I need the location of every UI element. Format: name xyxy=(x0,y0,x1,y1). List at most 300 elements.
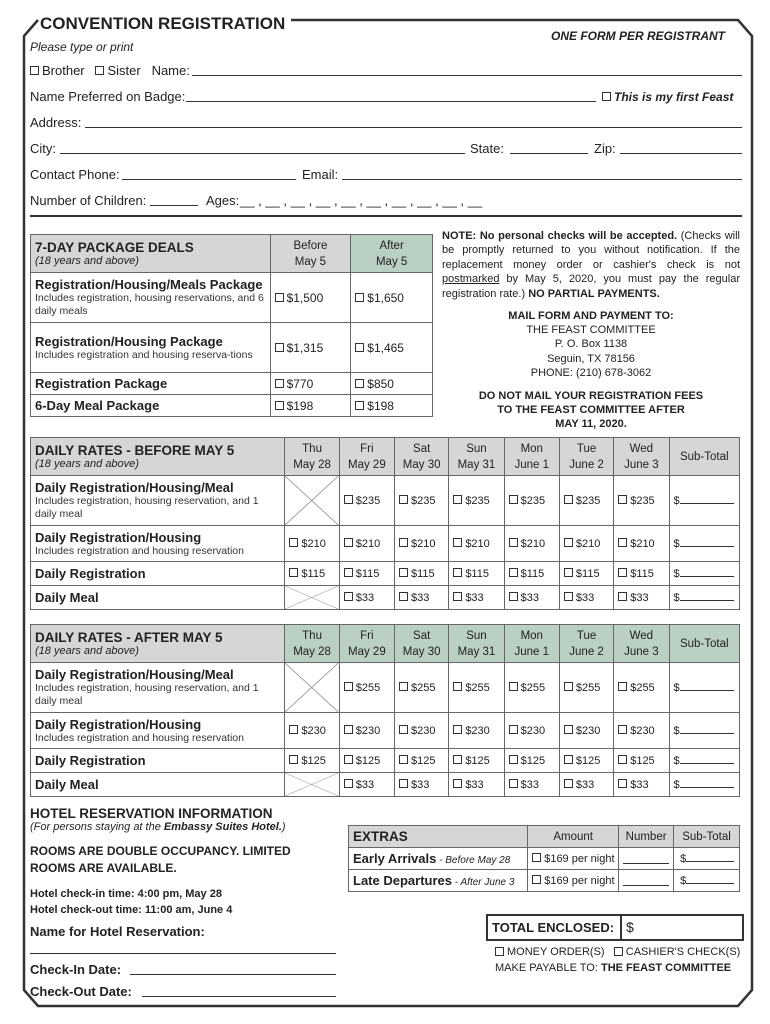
day-price: $33 xyxy=(520,591,539,604)
ages-label: Ages: xyxy=(206,193,240,208)
day-checkbox[interactable] xyxy=(289,725,298,734)
subtotal-field[interactable] xyxy=(680,690,734,691)
row-title: Registration/Housing/Meals Package xyxy=(35,277,263,292)
package-table xyxy=(30,234,433,417)
hotel-subtitle xyxy=(30,821,340,833)
total-dollar: $ xyxy=(626,919,634,935)
day-checkbox[interactable] xyxy=(564,725,573,734)
day-checkbox[interactable] xyxy=(453,592,462,601)
day-name: Wed xyxy=(629,442,654,455)
day-checkbox[interactable] xyxy=(399,682,408,691)
day-date: May 28 xyxy=(293,458,331,471)
day-date: May 29 xyxy=(348,458,386,471)
subtotal-field[interactable] xyxy=(680,787,734,788)
day-price: $33 xyxy=(465,778,484,791)
day-price: $210 xyxy=(301,537,326,550)
day-checkbox[interactable] xyxy=(453,538,462,547)
table-row xyxy=(31,373,433,395)
before-head-date: May 5 xyxy=(294,255,327,268)
ages-fields[interactable]: __ , __ , __ , __ , __ , __ , __ , __ , __ , __ xyxy=(240,193,483,208)
subtotal-field[interactable] xyxy=(686,861,734,862)
cashier-check-checkbox[interactable] xyxy=(614,947,623,956)
total-box xyxy=(486,914,744,941)
day-price: $230 xyxy=(355,724,381,737)
day-price: $230 xyxy=(465,724,490,737)
day-price: $210 xyxy=(630,537,655,550)
row-title: Daily Registration/Housing/Meal xyxy=(35,667,234,682)
day-date: June 3 xyxy=(624,458,659,471)
row-desc: Includes registration, housing reservation, and 1 daily meal xyxy=(35,682,259,707)
day-date: May 28 xyxy=(293,645,331,658)
day-name: Tue xyxy=(576,629,597,642)
subtotal-field[interactable] xyxy=(680,546,734,547)
brother-checkbox[interactable] xyxy=(30,66,39,75)
first-feast-option[interactable] xyxy=(602,90,733,104)
after-head-date: May 5 xyxy=(375,255,408,268)
row-title: Daily Registration xyxy=(35,566,146,581)
day-checkbox[interactable] xyxy=(618,755,627,764)
day-price: $125 xyxy=(630,754,655,767)
day-checkbox[interactable] xyxy=(289,538,298,547)
hotel-section xyxy=(30,806,340,939)
checkin-time: Hotel check-in time: 4:00 pm, May 28 xyxy=(30,888,222,900)
extras-number-head: Number xyxy=(619,826,674,848)
day-checkbox[interactable] xyxy=(618,538,627,547)
daily-rates-grid xyxy=(30,624,740,797)
day-checkbox[interactable] xyxy=(453,682,462,691)
day-checkbox[interactable] xyxy=(344,592,353,601)
dollar-sign: $ xyxy=(680,874,687,887)
day-date: June 2 xyxy=(569,645,604,658)
day-date: June 2 xyxy=(569,458,604,471)
money-order-label: MONEY ORDER(S) xyxy=(507,946,605,958)
price: $1,315 xyxy=(286,340,324,355)
day-price: $210 xyxy=(465,537,490,550)
day-checkbox[interactable] xyxy=(344,779,353,788)
unavailable-cell xyxy=(285,663,339,713)
day-price: $115 xyxy=(520,567,545,580)
day-price: $33 xyxy=(465,591,484,604)
day-date: May 31 xyxy=(457,645,496,658)
day-price: $115 xyxy=(411,567,435,580)
dollar-sign: $ xyxy=(673,591,680,604)
day-checkbox[interactable] xyxy=(289,568,298,577)
warning-line: MAY 11, 2020. xyxy=(555,418,627,430)
day-checkbox[interactable] xyxy=(564,568,573,577)
daily-rates-grid xyxy=(30,437,740,610)
subtotal-field[interactable] xyxy=(686,883,734,884)
day-checkbox[interactable] xyxy=(618,592,627,601)
mail-head: MAIL FORM AND PAYMENT TO: xyxy=(508,310,674,322)
day-checkbox[interactable] xyxy=(564,682,573,691)
table-row xyxy=(31,273,433,323)
row-title: Daily Registration xyxy=(35,753,146,768)
day-price: $125 xyxy=(355,754,381,767)
day-checkbox[interactable] xyxy=(453,495,462,504)
checkout-field[interactable] xyxy=(142,996,336,997)
day-price: $115 xyxy=(355,567,380,580)
price: $1,500 xyxy=(286,290,324,305)
day-price: $210 xyxy=(520,537,546,550)
price: $850 xyxy=(367,376,394,391)
hotel-sub-post: ) xyxy=(281,821,286,833)
day-checkbox[interactable] xyxy=(618,682,627,691)
extra-title: Early Arrivals xyxy=(353,850,437,866)
day-price: $33 xyxy=(575,778,595,791)
first-feast-checkbox[interactable] xyxy=(602,92,611,101)
money-order-checkbox[interactable] xyxy=(495,947,504,956)
daily-subtitle: (18 years and above) xyxy=(35,645,139,657)
day-checkbox[interactable] xyxy=(564,592,573,601)
row-desc: Includes registration, housing reservation, and 1 daily meal xyxy=(35,495,259,520)
instruction-text: Please type or print xyxy=(30,40,134,54)
extra-price: $169 per night xyxy=(544,874,615,887)
day-checkbox[interactable] xyxy=(509,568,518,577)
day-price: $33 xyxy=(355,778,375,791)
table-row xyxy=(31,476,740,526)
day-price: $33 xyxy=(355,591,375,604)
row-desc: Includes registration, housing reservations, and 6 daily meals xyxy=(35,292,264,317)
total-field[interactable] xyxy=(622,916,634,939)
day-price: $125 xyxy=(301,754,326,767)
subtotal-field[interactable] xyxy=(680,763,734,764)
day-date: June 1 xyxy=(514,645,550,658)
package-checkbox[interactable] xyxy=(355,293,364,302)
day-price: $255 xyxy=(630,681,655,694)
dollar-sign: $ xyxy=(673,567,680,580)
day-checkbox[interactable] xyxy=(344,682,353,691)
day-price: $125 xyxy=(575,754,601,767)
day-price: $230 xyxy=(411,724,436,737)
day-name: Wed xyxy=(629,629,654,642)
day-name: Sat xyxy=(413,442,431,455)
extra-qual: - After June 3 xyxy=(451,876,515,888)
day-price: $125 xyxy=(520,754,546,767)
day-price: $230 xyxy=(520,724,546,737)
payable-to-name: THE FEAST COMMITTEE xyxy=(600,962,732,974)
day-checkbox[interactable] xyxy=(399,568,408,577)
extras-amount-head: Amount xyxy=(528,826,619,848)
day-price: $255 xyxy=(465,681,490,694)
subtotal-field[interactable] xyxy=(680,503,734,504)
day-checkbox[interactable] xyxy=(509,592,518,601)
row-title: Daily Registration/Housing xyxy=(35,716,202,732)
day-price: $235 xyxy=(465,494,490,507)
day-date: May 30 xyxy=(402,458,441,471)
dollar-sign: $ xyxy=(673,724,680,737)
zip-field[interactable] xyxy=(620,153,742,154)
table-row xyxy=(31,323,433,373)
address-line: THE FEAST COMMITTEE xyxy=(526,324,656,337)
total-label: TOTAL ENCLOSED: xyxy=(488,916,622,939)
address-line: PHONE: (210) 678-3062 xyxy=(530,366,652,379)
checkin-field[interactable] xyxy=(130,974,336,975)
row-desc: Includes registration and housing reservation xyxy=(35,544,244,557)
row-title: Daily Registration/Housing xyxy=(35,529,202,545)
price: $1,465 xyxy=(367,340,404,355)
form-title: CONVENTION REGISTRATION xyxy=(40,14,291,34)
zip-label: Zip: xyxy=(594,141,616,156)
day-price: $33 xyxy=(630,591,649,604)
day-price: $230 xyxy=(630,724,655,737)
day-name: Sat xyxy=(413,629,431,642)
address-line: Seguin, TX 78156 xyxy=(547,352,635,365)
payable-to xyxy=(495,962,731,974)
day-price: $33 xyxy=(411,591,430,604)
day-date: May 30 xyxy=(402,645,441,658)
no-partial-note: NO PARTIAL PAYMENTS. xyxy=(528,287,660,300)
day-price: $210 xyxy=(575,537,601,550)
occupancy-line: ROOMS ARE DOUBLE OCCUPANCY. LIMITED xyxy=(30,844,291,858)
day-checkbox[interactable] xyxy=(564,495,573,504)
note-underlined: postmarked xyxy=(442,273,500,286)
address-line: P. O. Box 1138 xyxy=(554,338,628,351)
warning-line: TO THE FEAST COMMITTEE AFTER xyxy=(497,404,685,416)
hotel-name-label: Name for Hotel Reservation: xyxy=(30,924,205,939)
payable-pre: MAKE PAYABLE TO: xyxy=(495,962,601,974)
unavailable-cell xyxy=(285,773,339,797)
dollar-sign: $ xyxy=(680,852,687,865)
extras-subtotal-head: Sub-Total xyxy=(674,826,740,848)
day-checkbox[interactable] xyxy=(509,495,518,504)
extras-title: EXTRAS xyxy=(349,826,528,848)
package-subtitle: (18 years and above) xyxy=(35,255,139,267)
subtotal-field[interactable] xyxy=(680,600,734,601)
day-price: $33 xyxy=(575,591,595,604)
checkout-label: Check-Out Date: xyxy=(30,984,132,999)
unavailable-cell xyxy=(285,476,339,526)
dollar-sign: $ xyxy=(673,494,680,507)
row-desc: Includes registration and housing reserva-tions xyxy=(35,348,253,361)
dollar-sign: $ xyxy=(673,754,680,767)
extras-table xyxy=(348,825,740,892)
day-checkbox[interactable] xyxy=(509,755,518,764)
table-row xyxy=(31,526,740,562)
children-field[interactable] xyxy=(150,205,198,206)
day-price: $235 xyxy=(411,494,436,507)
hotel-name: Embassy Suites Hotel. xyxy=(163,821,282,833)
day-price: $255 xyxy=(575,681,601,694)
after-head: After xyxy=(379,239,404,252)
day-checkbox[interactable] xyxy=(344,538,353,547)
daily-title: DAILY RATES - AFTER MAY 5 xyxy=(35,630,223,645)
table-row xyxy=(31,773,740,797)
day-name: Thu xyxy=(302,629,322,642)
late-departure-checkbox[interactable] xyxy=(532,875,541,884)
day-price: $235 xyxy=(575,494,601,507)
number-field[interactable] xyxy=(623,863,669,864)
cashier-check-label: CASHIER'S CHECK(S) xyxy=(625,946,741,958)
day-price: $115 xyxy=(301,567,326,580)
price: $1,650 xyxy=(367,290,404,305)
price: $198 xyxy=(286,398,314,413)
subtotal-field[interactable] xyxy=(680,733,734,734)
day-price: $210 xyxy=(355,537,381,550)
email-field[interactable] xyxy=(342,179,742,180)
row-title: Registration/Housing Package xyxy=(35,333,223,349)
day-checkbox[interactable] xyxy=(399,755,408,764)
note-body-2: by May 5, 2020, you must pay the regular registration rate.) xyxy=(442,273,740,300)
day-price: $235 xyxy=(520,494,546,507)
day-checkbox[interactable] xyxy=(618,725,627,734)
day-name: Sun xyxy=(466,629,487,642)
day-checkbox[interactable] xyxy=(564,779,573,788)
day-checkbox[interactable] xyxy=(399,495,408,504)
unavailable-cell xyxy=(285,586,339,610)
sister-label: Sister xyxy=(107,63,141,78)
brother-label: Brother xyxy=(42,63,85,78)
daily-after-table xyxy=(30,624,740,797)
subtotal-field[interactable] xyxy=(680,576,734,577)
deadline-warning xyxy=(442,389,740,431)
table-row xyxy=(31,586,740,610)
day-price: $33 xyxy=(520,778,539,791)
day-price: $125 xyxy=(411,754,436,767)
table-row xyxy=(31,395,433,417)
day-checkbox[interactable] xyxy=(399,725,408,734)
day-price: $33 xyxy=(411,778,430,791)
day-name: Thu xyxy=(302,442,322,455)
table-row xyxy=(31,562,740,586)
day-price: $255 xyxy=(411,681,436,694)
extra-price: $169 per night xyxy=(544,852,615,865)
package-checkbox[interactable] xyxy=(355,379,364,388)
dollar-sign: $ xyxy=(673,778,680,791)
row-title: Daily Meal xyxy=(35,590,99,605)
day-checkbox[interactable] xyxy=(399,592,408,601)
package-checkbox[interactable] xyxy=(355,343,364,352)
day-price: $210 xyxy=(411,537,436,550)
day-checkbox[interactable] xyxy=(564,538,573,547)
day-price: $235 xyxy=(355,494,381,507)
day-date: May 29 xyxy=(348,645,386,658)
row-desc: Includes registration and housing reservation xyxy=(35,731,244,744)
children-label: Number of Children: xyxy=(30,193,147,208)
day-name: Mon xyxy=(520,629,543,642)
day-checkbox[interactable] xyxy=(618,495,627,504)
table-row xyxy=(31,749,740,773)
day-price: $115 xyxy=(575,567,600,580)
price: $198 xyxy=(367,398,394,413)
number-field[interactable] xyxy=(623,885,669,886)
row-title: Daily Meal xyxy=(35,777,99,792)
table-row xyxy=(31,663,740,713)
day-checkbox[interactable] xyxy=(453,568,462,577)
checkin-label: Check-In Date: xyxy=(30,962,122,977)
payment-note xyxy=(442,229,740,301)
subtotal-head: Sub-Total xyxy=(669,625,740,663)
extra-qual: - Before May 28 xyxy=(436,854,511,866)
checkout-time: Hotel check-out time: 11:00 am, June 4 xyxy=(30,904,233,916)
price: $770 xyxy=(286,376,314,391)
row-title: Daily Registration/Housing/Meal xyxy=(35,480,234,495)
day-price: $115 xyxy=(630,567,654,580)
warning-line: DO NOT MAIL YOUR REGISTRATION FEES xyxy=(478,390,704,402)
day-checkbox[interactable] xyxy=(399,779,408,788)
day-name: Mon xyxy=(520,442,543,455)
day-checkbox[interactable] xyxy=(618,568,627,577)
day-price: $125 xyxy=(465,754,490,767)
sister-checkbox[interactable] xyxy=(95,66,104,75)
address-label: Address: xyxy=(30,115,82,130)
table-row xyxy=(349,870,740,892)
day-name: Tue xyxy=(576,442,597,455)
row-title: 6-Day Meal Package xyxy=(35,398,160,413)
state-field[interactable] xyxy=(510,153,588,154)
day-checkbox[interactable] xyxy=(453,755,462,764)
name-field[interactable] xyxy=(192,75,742,76)
name-row xyxy=(30,63,742,81)
daily-before-table xyxy=(30,437,740,610)
hotel-name-field[interactable] xyxy=(30,953,336,954)
day-checkbox[interactable] xyxy=(453,779,462,788)
badge-name-label: Name Preferred on Badge: xyxy=(30,89,186,104)
day-checkbox[interactable] xyxy=(344,495,353,504)
daily-title: DAILY RATES - BEFORE MAY 5 xyxy=(35,443,235,458)
day-name: Fri xyxy=(360,629,374,642)
day-checkbox[interactable] xyxy=(453,725,462,734)
day-checkbox[interactable] xyxy=(509,725,518,734)
day-name: Fri xyxy=(360,442,374,455)
day-checkbox[interactable] xyxy=(344,725,353,734)
early-arrival-checkbox[interactable] xyxy=(532,853,541,862)
day-price: $255 xyxy=(520,681,546,694)
day-price: $255 xyxy=(355,681,381,694)
day-date: May 31 xyxy=(457,458,496,471)
day-name: Sun xyxy=(466,442,487,455)
package-checkbox[interactable] xyxy=(275,293,284,302)
day-checkbox[interactable] xyxy=(289,755,298,764)
badge-name-field[interactable] xyxy=(186,101,596,102)
payment-methods xyxy=(495,946,740,958)
day-price: $33 xyxy=(630,778,649,791)
day-price: $115 xyxy=(465,567,489,580)
before-head: Before xyxy=(293,239,328,252)
subtotal-head: Sub-Total xyxy=(669,438,740,476)
phone-field[interactable] xyxy=(122,179,296,180)
day-checkbox[interactable] xyxy=(344,568,353,577)
city-label: City: xyxy=(30,141,56,156)
address-field[interactable] xyxy=(85,127,742,128)
package-checkbox[interactable] xyxy=(275,343,284,352)
table-row xyxy=(349,848,740,870)
package-checkbox[interactable] xyxy=(355,401,364,410)
package-checkbox[interactable] xyxy=(275,379,284,388)
phone-label: Contact Phone: xyxy=(30,167,120,182)
day-price: $230 xyxy=(301,724,326,737)
day-checkbox[interactable] xyxy=(618,779,627,788)
daily-subtitle: (18 years and above) xyxy=(35,458,139,470)
dollar-sign: $ xyxy=(673,681,680,694)
row-title: Registration Package xyxy=(35,376,168,391)
city-field[interactable] xyxy=(60,153,465,154)
day-date: June 3 xyxy=(624,645,659,658)
name-label: Name: xyxy=(151,63,190,78)
one-form-note: ONE FORM PER REGISTRANT xyxy=(551,29,726,43)
day-price: $230 xyxy=(575,724,601,737)
extra-title: Late Departures xyxy=(353,872,452,888)
package-checkbox[interactable] xyxy=(275,401,284,410)
day-checkbox[interactable] xyxy=(509,779,518,788)
email-label: Email: xyxy=(302,167,339,182)
day-checkbox[interactable] xyxy=(344,755,353,764)
day-date: June 1 xyxy=(514,458,550,471)
day-checkbox[interactable] xyxy=(509,538,518,547)
day-checkbox[interactable] xyxy=(509,682,518,691)
day-checkbox[interactable] xyxy=(564,755,573,764)
day-checkbox[interactable] xyxy=(399,538,408,547)
hotel-sub-pre: (For persons staying at the xyxy=(30,821,164,833)
